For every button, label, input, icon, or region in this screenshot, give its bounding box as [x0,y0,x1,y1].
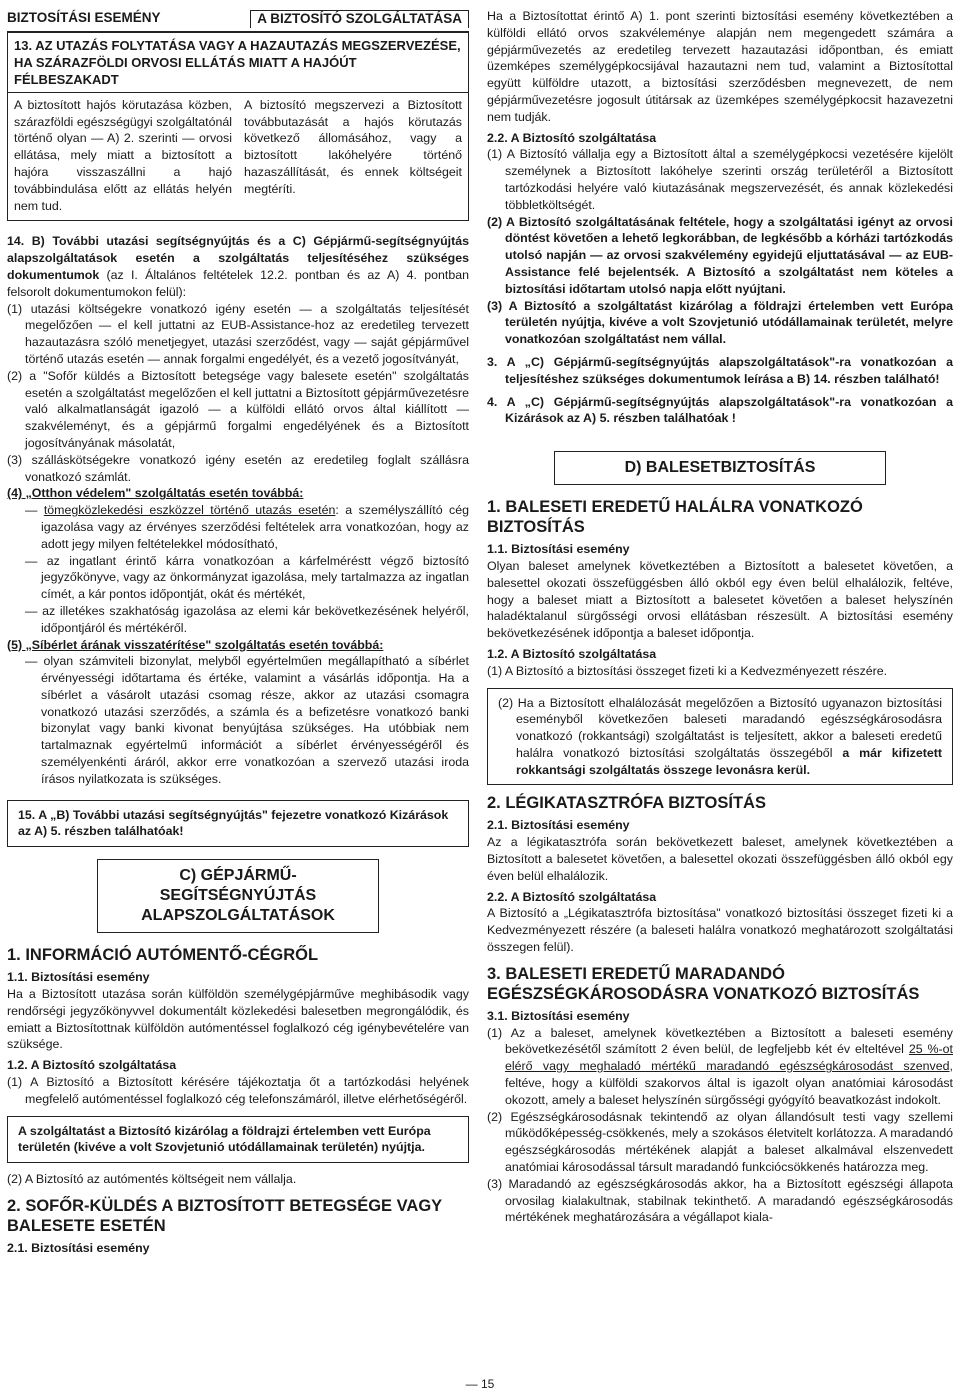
d1-2-text: (1) A Biztosító a biztosítási összeget fizeti ki a Kedvezményezett részére. [487,663,888,678]
section-13-service: A biztosító megszervezi a Biztosított továbbutazását a hajós körutazás következő állomásához, vagy a biztosított lakóhelyére történő hazaszállítását, és ennek költségeit megtéríti. [244,97,462,196]
right-column [487,8,953,1226]
section-13-title: 13. AZ UTAZÁS FOLYTATÁSA VAGY A HAZAUTAZÁS MEGSZERVEZÉSE, HA SZÁRAZFÖLDI ORVOSI ELLÁTÁS MIATT A HAJÓÚT FÉLBESZAKADT [8,33,468,93]
section-d-title: D) BALESETBIZTOSÍTÁS [554,451,886,485]
page-number [0,1376,960,1393]
page-number-text: — 15 [466,1377,495,1391]
section-13-event: A biztosított hajós körutazása közben, szárazföldi egészségügyi szolgáltatónál történő olyan — A) 2. szerinti — orvosi ellátása, mely miatt a biztosított a hajóra visszaszállni a hajó továbbindulása előtt az ellátás helyén nem tud. [14,97,232,213]
d3-1-item-2: (2) Egészségkárosodásnak tekintendő az olyan állandósult testi vagy szellemi működőképesség-csökkenés, mely a szokásos életvitelt korlátozza. A maradandó egészségkárosodás mértékének alapját a baleset alkalmával elszenvedett anatómiai károsodással társult maradandó funkciócsökkenés határozza meg. [487,1109,953,1175]
c-note-3: 3. A „C) Gépjármű-segítségnyújtás alapszolgáltatások"-ra vonatkozóan a teljesítéshez szükséges dokumentumok leírása a B) 14. részben található! [487,354,953,386]
s14-item-3: (3) szálláskötségekre vonatkozó igény esetén az eredetileg foglalt szállásra vonatkozó számlát. [7,452,469,484]
d1-2-heading: 1.2. A Biztosító szolgáltatása [487,646,657,661]
c1-2-text-2: (2) A Biztosító az autómentés költségeit nem vállalja. [7,1172,297,1187]
left-column [7,8,469,1257]
c1-1-heading: 1.1. Biztosítási esemény [7,970,150,985]
c2-1-text: Ha a Biztosítottat érintő A) 1. pont szerinti biztosítási esemény következtében a külföldi ellátó orvos szakvéleménye alapján nem megengedett számára a gépjárművezetés az eredetileg tervezett hazautazási időpontban, és emiatt üzemképes személygépkocsijával hazautazni nem tud, valamint a Biztosítottal együtt külföldre utazott, a biztosítási szerződésben megnevezett, de nem gépjárművezetésre jogosult útitársak az üzemképes személygépkocsit hazavezetni nem tudják. [487,9,953,124]
d1-title: 1. BALESETI EREDETŰ HALÁLRA VONATKOZÓ BIZTOSÍTÁS [487,498,863,537]
d1-box-bold: a már kifizetett rokkantsági szolgáltatás összege levonásra kerül. [516,745,943,777]
c2-1-heading: 2.1. Biztosítási esemény [7,1241,150,1256]
d2-1-text: Az a légikatasztrófa során bekövetkezett baleset, amelynek következtében a Biztosított a balesetet követően, a balesettel okozati összefüggésben álló okból egy éven belül elhalálozik. [487,835,953,883]
c1-1-text: Ha a Biztosított utazása során külföldön személygépjárműve meghibásodik vagy rendőrségi jegyzőkönyvvel dokumentált közlekedési balesetben megrongálódik, és emiatt a Biztosítottnak külföldön autómentéssel foglalkozó cég igénybevételére van szüksége. [7,987,469,1052]
section-13-box [7,32,469,222]
s14-item-4-dash-1-underlined: tömegközlekedési eszközzel történő utazás esetén [43,503,336,518]
d2-2-heading: 2.2. A Biztosító szolgáltatása [487,889,657,904]
section-c-title: C) GÉPJÁRMŰ-SEGÍTSÉGNYÚJTÁS ALAPSZOLGÁLTATÁSOK [97,859,379,933]
c1-title: 1. INFORMÁCIÓ AUTÓMENTŐ-CÉGRŐL [7,946,319,965]
d2-2-text: A Biztosító a „Légikatasztrófa biztosítása" vonatkozó biztosítási összeget fizeti ki a Kedvezményezett részére (a baleseti halálra vonatkozó meghatározott szolgáltatási összegen felül). [487,906,953,955]
c2-2-item-1: (1) A Biztosító vállalja egy a Biztosított által a személygépkocsi vezetésére kijelölt személynek a Biztosított lakóhelye szerinti ország területéről a Biztosított tartózkodási helyére való kiutazásának megszervezését, és annak közlekedési többletköltségét. [487,147,953,212]
s14-item-4-dash-3: — az illetékes szakhatóság igazolása az elemi kár bekövetkezésének helyéről, időpontjáról és mértékéről. [25,603,469,635]
d2-title: 2. LÉGIKATASZTRÓFA BIZTOSÍTÁS [487,794,766,813]
d3-1-item-1-a: (1) Az a baleset, amelynek következtében a Biztosított a baleseti esemény bekövetkezésétől számított 2 éven belül, de legfeljebb két év elteltével [487,1025,953,1057]
s14-item-5-dash-1: — olyan számviteli bizonylat, melyből egyértelműen megállapítható a síbérlet érvényességi időtartama és értéke, valamint a vásárlás időpontja. Ha a síbérlet a vásárolt utazási csomag része, akkor az utazási csomagra vonatkozó utazási szerződés, a számla és a befizetésre vonatkozó banki bizonylat vagy banki kivonat benyújtása szükséges. Ha utóbbiak nem tartalmaznak egyértelmű információt a síbérlet érvényességéről és személyenkénti áráról, akkor erre vonatkozóan a szervező utazási iroda írásos nyilatkozata is szükséges. [25,654,469,786]
section-15-box: 15. A „B) További utazási segítségnyújtás" fejezetre vonatkozó Kizárások az A) 5. részben találhatóak! [7,800,469,848]
d2-1-heading: 2.1. Biztosítási esemény [487,818,630,833]
d1-1-text: Olyan baleset amelynek következtében a Biztosított a balesetet követően, a balesettel okozati összefüggésben álló okból egy éven belül elhalálozik, feltéve, hogy a baleset miatt a Biztosított a balesetet követően a baleset helyszínén haladéktalanul sürgősségi orvosi ellátásban részesült. A biztosítási esemény bekövetkezésének időpontja a baleset időpontja. [487,558,953,641]
s14-item-4-dash-3-text: az illetékes szakhatóság igazolása az elemi kár bekövetkezésének helyéről, időpontjáról és mértékéről. [41,603,469,635]
section-14-intro [7,233,469,300]
s14-item-1: (1) utazási költségekre vonatkozó igény esetén — a szolgáltatás teljesítését megelőzően — el kell juttatni az EUB-Assistance-hoz az eredetileg tervezett hazautazásra szóló menetjegyet, utazási szerződést, vagy — saját gépjárművel történő utazás esetén — annak forgalmi engedélyét, és a vezető jogosítványát, [7,301,469,366]
d1-deduction-box [487,688,953,786]
d3-1-item-1-b: , feltéve, hogy a külföldi szakorvos által is igazolt olyan anatómiai károsodást okozott, amely a baleset helyszínén sürgősségi gyógyító beavatkozást indokolt. [505,1059,953,1107]
header-event: BIZTOSÍTÁSI ESEMÉNY [7,10,161,25]
d3-title: 3. BALESETI EREDETŰ MARADANDÓ EGÉSZSÉGKÁROSODÁSRA VONATKOZÓ BIZTOSÍTÁS [487,964,920,1003]
d1-box-text: (2) Ha a Biztosított elhalálozását megelőzően a Biztosító ugyanazon biztosítási eseményből következően baleseti maradandó egészségkárosodásra vonatkozó (rokkantsági) szolgáltatást is teljesített, akkor a baleseti eredetű halálra vonatkozó biztosítási szolgáltatás összegéből [498,695,942,760]
s14-item-4-dash-1: — tömegközlekedési eszközzel történő utazás esetén: a személyszállító cég igazolása vagy az érvényes szerződési feltételek arra vonatkozóan, hogy az adott jegy milyen feltételekkel módosítható, [25,503,469,551]
c2-2-item-3: (3) A Biztosító a szolgáltatást kizárólag a földrajzi értelemben vett Európa területén nyújtja, kivéve a volt Szovjetunió utódállamainak területét, melyre vonatkozóan szolgáltatást nem vállal. [487,298,953,347]
d3-1-item-3: (3) Maradandó az egészségkárosodás akkor, ha a Biztosított egészségi állapota orvosilag kialakultnak, stabilnak tekinthető. A maradandó egészségkárosodás mértékének meghatározására a végállapot kiala- [487,1176,953,1225]
s14-item-4-dash-2: — az ingatlant érintő kárra vonatkozóan a kárfelméréstt végző biztosító jegyzőkönyve, vagy az önkormányzat igazolása, mely tartalmazza az ingatlan címét, a kár pontos időpontját, okát és mértékét, [25,553,469,602]
s14-item-4-dash-1-rest: : a személyszállító cég igazolása vagy az érvényes szerződési feltételek arra vonatkozóan, hogy az adott jegy milyen feltételekkel módosítható, [41,503,469,551]
c2-title: 2. SOFŐR-KÜLDÉS A BIZTOSÍTOTT BETEGSÉGE VAGY BALESETE ESETÉN [7,1197,442,1236]
section-14-title: 14. B) További utazási segítségnyújtás és a C) Gépjármű-segítségnyújtás alapszolgáltatások esetén a szolgáltatás teljesítéséhez szükséges dokumentumok [7,234,469,282]
c1-europe-box: A szolgáltatást a Biztosító kizárólag a földrajzi értelemben vett Európa területén (kivéve a volt Szovjetunió utódállamainak területén) nyújtja. [7,1116,469,1164]
s14-item-5-dash-1-text: olyan számviteli bizonylat, melyből egyértelműen megállapítható a síbérlet érvényességi időtartama és értéke, valamint a vásárlás időpontja. Ha a síbérlet a vásárolt utazási csomag része, akkor az utazási csomagra vonatkozó utazási szerződés, a számla és a befizetésre vonatkozó banki bizonylat vagy banki kivonat benyújtása szükséges. Ha utóbbiak nem tartalmaznak egyértelmű információt a síbérlet érvényességéről és személyenkénti áráról, akkor erre vonatkozóan a szervező utazási iroda írásos nyilatkozata is szükséges. [41,654,469,786]
c2-2-item-2: (2) A Biztosító szolgáltatásának feltétele, hogy a szolgáltatási igényt az orvosi döntést követően a lehető legkorábban, de legkésőbb a kórházi tartózkodás utolsó napján — az orvosi szakvélemény egyidejű eljuttatásával — az EUB-Assistance felé bejelentsék. A Biztosító a szolgáltatást nem köteles a biztosítási időtartam utolsó napja előtt nyújtani. [487,214,953,296]
c2-2-heading: 2.2. A Biztosító szolgáltatása [487,130,657,145]
d3-1-item-1 [487,1025,953,1109]
s14-item-5-head: (5) „Síbérlet árának visszatérítése" szolgáltatás esetén továbbá: [7,637,384,652]
d1-1-heading: 1.1. Biztosítási esemény [487,542,630,557]
c1-2-heading: 1.2. A Biztosító szolgáltatása [7,1058,177,1073]
d3-1-item-1-underlined: 25 %-ot elérő vagy meghaladó mértékű maradandó egészségkárosodást szenved [505,1042,953,1074]
d3-1-heading: 3.1. Biztosítási esemény [487,1008,630,1023]
s14-item-2: (2) a "Sofőr küldés a Biztosított betegsége vagy balesete esetén" szolgáltatás esetén a szolgáltatást megelőzően el kell juttatni a Biztosított gépjárművezetésre való alkalmatlanságát igazoló — a külföldi ellátó orvos által kiállított — szakvéleményt, és a gépjármű forgalmi engedélyének és a Biztosított jogosítványának másolatát, [7,368,469,450]
c1-2-text: (1) A Biztosító a Biztosított kérésére tájékoztatja őt a tartózkodási helyének megfelelő autómentéssel foglalkozó cég telefonszámáról, illetve elérhetőségéről. [7,1075,469,1106]
section-14-intro-rest: (az I. Általános feltételek 12.2. pontban és az A) 4. pontban felsorolt dokumentumokon felül): [7,267,469,299]
s14-item-4-dash-2-text: az ingatlant érintő kárra vonatkozóan a kárfelméréstt végző biztosító jegyzőkönyve, vagy az önkormányzat igazolása, mely tartalmazza az ingatlan címét, a kár pontos időpontját, okát és mértékét, [41,553,469,602]
header-service: A BIZTOSÍTÓ SZOLGÁLTATÁSA [250,10,469,28]
table-header [7,8,469,32]
s14-item-4-head: (4) „Otthon védelem" szolgáltatás esetén továbbá: [7,486,304,501]
c-note-4: 4. A „C) Gépjármű-segítségnyújtás alapszolgáltatások"-ra vonatkozóan a Kizárások az A) 5. részben találhatóak ! [487,394,953,426]
